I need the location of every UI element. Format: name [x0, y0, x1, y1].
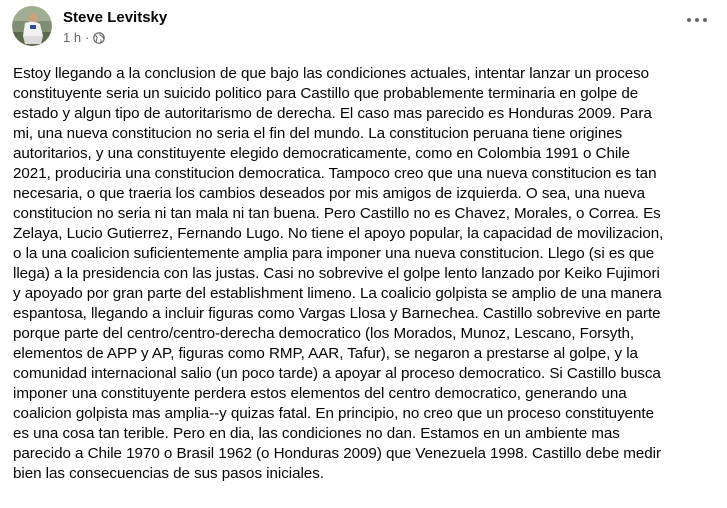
post-subline — [63, 30, 167, 46]
globe-icon — [93, 32, 105, 44]
author-name[interactable]: Steve Levitsky — [63, 9, 168, 26]
post-header — [12, 6, 167, 46]
post-meta — [63, 8, 167, 46]
more-options-icon[interactable] — [681, 8, 713, 32]
post-timestamp[interactable]: 1 h — [63, 30, 82, 45]
separator-dot: · — [85, 30, 90, 45]
avatar[interactable] — [12, 6, 52, 46]
post-body-text: Estoy llegando a la conclusion de que bajo las condiciones actuales, intentar lanzar un proceso constituyente seria un suicido politico para Castillo que probablemente terminaria en golpe de estado y algun tipo de autoritarismo de derecha. El caso mas parecido es Honduras 2009. Para mi, una nueva constitucion no seria el fin del mundo. La constitucion peruana tiene origines autoritarios, y una constituyente elegido democraticamente, como en Colombia 1991 o Chile 2021, produciria una constitucion democratica. Tampoco creo que una nueva constitucion es tan necesaria, o que traeria los cambios deseados por mis amigos de izquierda. O sea, una nueva constitucion no seria ni tan mala ni tan buena. Pero Castillo no es Chavez, Morales, o Correa. Es Zelaya, Lucio Gutierrez, Fernando Lugo. No tiene el apoyo popular, la capacidad de movilizacion, o la una coalicion suficientemente amplia para imponer una nueva constitucion. Llego (si es que llega) a la presidencia con las justas. Casi no sobrevive el golpe lento lanzado por Keiko Fujimori y apoyado por gran parte del establishment limeno. La coalicio golpista se amplio de una manera espantosa, llegando a incluir figuras como Vargas Llosa y Barnechea. Castillo sobrevive en parte porque parte del centro/centro-derecha democratico (los Morados, Munoz, Lescano, Forsyth, elementos de APP y AP, figuras como RMP, AAR, Tafur), se negaron a prestarse al golpe, y la comunidad internacional salio (un poco tarde) a apoyar al proceso democratico. Si Castillo busca imponer una constituyente perdera estos elementos del centro democratico, generando una coalicion golpista mas amplia--y quizas fatal. En principio, no creo que un proceso constituyente es una cosa tan terible. Pero en dia, las condiciones no dan. Estamos en un ambiente mas parecido a Chile 1970 o Brasil 1962 (o Honduras 2009) que Venezuela 1998. Castillo debe medir bien las consecuencias de sus pasos iniciales. — [13, 65, 664, 482]
